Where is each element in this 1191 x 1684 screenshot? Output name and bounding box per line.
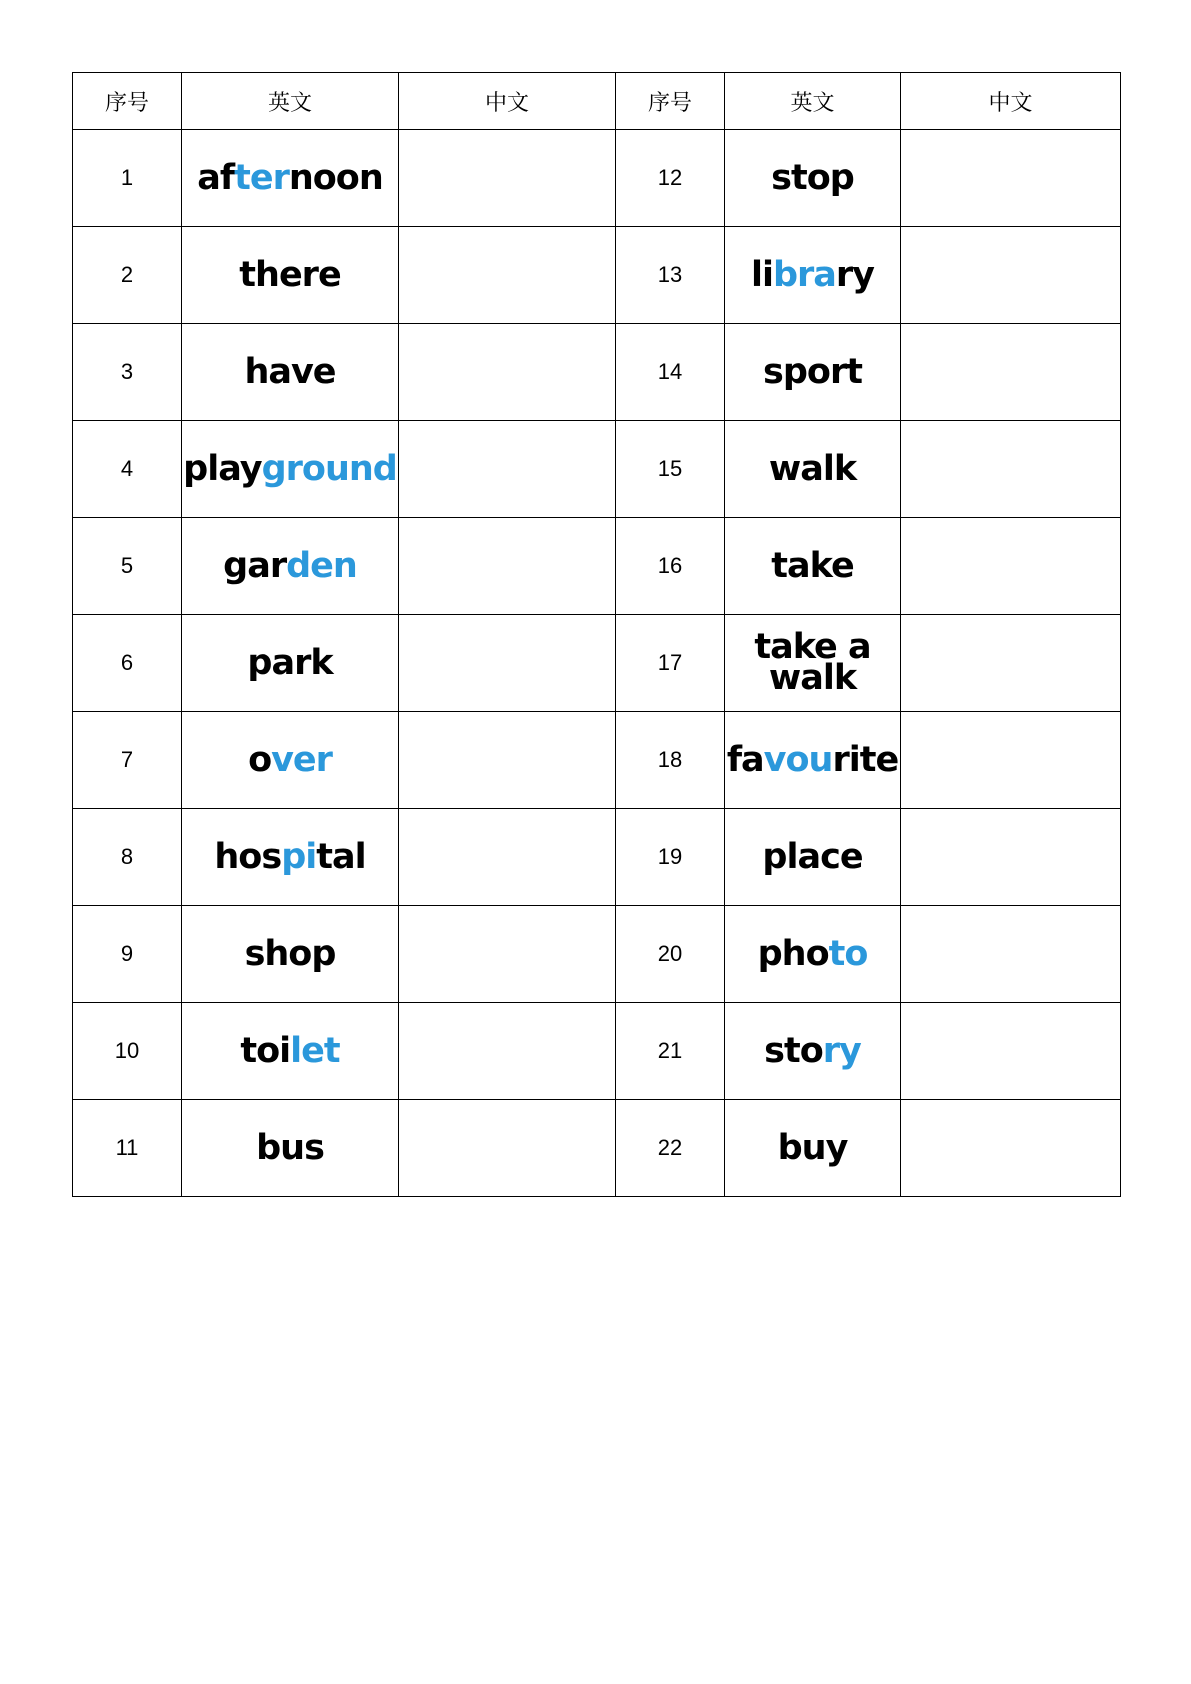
- row-number: 20: [616, 906, 725, 1003]
- word-syllable: place: [762, 836, 863, 877]
- row-number: 2: [73, 227, 182, 324]
- chinese-answer-blank: [399, 712, 616, 809]
- word-syllable: shop: [244, 933, 336, 974]
- row-number: 18: [616, 712, 725, 809]
- row-number: 14: [616, 324, 725, 421]
- highlighted-syllable: den: [286, 545, 357, 586]
- word-syllable: rite: [832, 739, 899, 780]
- header-chinese-left: 中文: [399, 73, 616, 130]
- chinese-answer-blank: [399, 615, 616, 712]
- row-number: 6: [73, 615, 182, 712]
- english-word: [725, 1003, 901, 1100]
- english-word: [182, 421, 399, 518]
- row-number: 19: [616, 809, 725, 906]
- word-syllable: o: [248, 739, 272, 780]
- english-word: [182, 809, 399, 906]
- table-row: [73, 712, 1121, 809]
- row-number: 13: [616, 227, 725, 324]
- word-syllable: bus: [256, 1127, 324, 1168]
- header-number-left: 序号: [73, 73, 182, 130]
- english-word: [725, 809, 901, 906]
- word-syllable: buy: [777, 1127, 848, 1168]
- row-number: 9: [73, 906, 182, 1003]
- vocabulary-body: [73, 130, 1121, 1197]
- table-row: [73, 809, 1121, 906]
- highlighted-syllable: bra: [772, 254, 836, 295]
- english-word: [182, 1100, 399, 1197]
- highlighted-syllable: pi: [281, 836, 317, 877]
- english-word: [725, 615, 901, 712]
- chinese-answer-blank: [901, 906, 1121, 1003]
- table-row: [73, 130, 1121, 227]
- english-word: [182, 130, 399, 227]
- english-word: [725, 712, 901, 809]
- highlighted-syllable: ver: [271, 739, 332, 780]
- word-syllable: have: [244, 351, 336, 392]
- english-word: [182, 324, 399, 421]
- english-word: [182, 615, 399, 712]
- row-number: 16: [616, 518, 725, 615]
- chinese-answer-blank: [399, 518, 616, 615]
- row-number: 4: [73, 421, 182, 518]
- word-syllable: hos: [214, 836, 282, 877]
- row-number: 12: [616, 130, 725, 227]
- english-word: [725, 227, 901, 324]
- highlighted-syllable: ground: [261, 448, 397, 489]
- chinese-answer-blank: [901, 421, 1121, 518]
- english-word: [182, 227, 399, 324]
- row-number: 7: [73, 712, 182, 809]
- chinese-answer-blank: [399, 421, 616, 518]
- word-syllable: park: [247, 642, 333, 683]
- word-syllable: sport: [763, 351, 862, 392]
- highlighted-syllable: ry: [822, 1030, 861, 1071]
- english-word: [182, 1003, 399, 1100]
- row-number: 17: [616, 615, 725, 712]
- chinese-answer-blank: [901, 809, 1121, 906]
- english-word: [725, 1100, 901, 1197]
- english-word: [725, 421, 901, 518]
- chinese-answer-blank: [399, 130, 616, 227]
- chinese-answer-blank: [399, 906, 616, 1003]
- word-syllable: take: [771, 545, 854, 586]
- chinese-answer-blank: [901, 712, 1121, 809]
- chinese-answer-blank: [399, 809, 616, 906]
- table-row: [73, 615, 1121, 712]
- word-syllable: take a walk: [754, 626, 871, 698]
- header-row: [73, 73, 1121, 130]
- english-word: [725, 324, 901, 421]
- chinese-answer-blank: [901, 615, 1121, 712]
- english-word: [182, 906, 399, 1003]
- word-syllable: tal: [316, 836, 366, 877]
- word-syllable: play: [183, 448, 262, 489]
- chinese-answer-blank: [901, 227, 1121, 324]
- row-number: 21: [616, 1003, 725, 1100]
- header-english-left: 英文: [182, 73, 399, 130]
- table-row: [73, 1003, 1121, 1100]
- row-number: 10: [73, 1003, 182, 1100]
- row-number: 15: [616, 421, 725, 518]
- highlighted-syllable: vou: [763, 739, 833, 780]
- row-number: 5: [73, 518, 182, 615]
- english-word: [725, 518, 901, 615]
- chinese-answer-blank: [399, 1003, 616, 1100]
- word-syllable: pho: [757, 933, 829, 974]
- table-row: [73, 421, 1121, 518]
- word-syllable: af: [197, 157, 235, 198]
- chinese-answer-blank: [901, 324, 1121, 421]
- word-syllable: there: [239, 254, 341, 295]
- chinese-answer-blank: [901, 1003, 1121, 1100]
- english-word: [182, 518, 399, 615]
- chinese-answer-blank: [399, 1100, 616, 1197]
- row-number: 1: [73, 130, 182, 227]
- word-syllable: li: [750, 254, 773, 295]
- table-row: [73, 1100, 1121, 1197]
- word-syllable: stop: [771, 157, 854, 198]
- row-number: 22: [616, 1100, 725, 1197]
- table-row: [73, 227, 1121, 324]
- highlighted-syllable: let: [290, 1030, 340, 1071]
- header-english-right: 英文: [725, 73, 901, 130]
- table-row: [73, 324, 1121, 421]
- highlighted-syllable: ter: [234, 157, 289, 198]
- header-chinese-right: 中文: [901, 73, 1121, 130]
- word-syllable: fa: [726, 739, 764, 780]
- chinese-answer-blank: [901, 130, 1121, 227]
- english-word: [182, 712, 399, 809]
- highlighted-syllable: to: [828, 933, 868, 974]
- word-syllable: gar: [223, 545, 287, 586]
- table-row: [73, 518, 1121, 615]
- chinese-answer-blank: [399, 324, 616, 421]
- word-syllable: toi: [240, 1030, 291, 1071]
- row-number: 3: [73, 324, 182, 421]
- chinese-answer-blank: [399, 227, 616, 324]
- word-syllable: walk: [768, 448, 857, 489]
- chinese-answer-blank: [901, 1100, 1121, 1197]
- word-syllable: sto: [764, 1030, 823, 1071]
- english-word: [725, 906, 901, 1003]
- word-syllable: ry: [835, 254, 874, 295]
- vocabulary-table: [72, 72, 1121, 1197]
- header-number-right: 序号: [616, 73, 725, 130]
- chinese-answer-blank: [901, 518, 1121, 615]
- row-number: 11: [73, 1100, 182, 1197]
- english-word: [725, 130, 901, 227]
- table-row: [73, 906, 1121, 1003]
- word-syllable: noon: [288, 157, 383, 198]
- row-number: 8: [73, 809, 182, 906]
